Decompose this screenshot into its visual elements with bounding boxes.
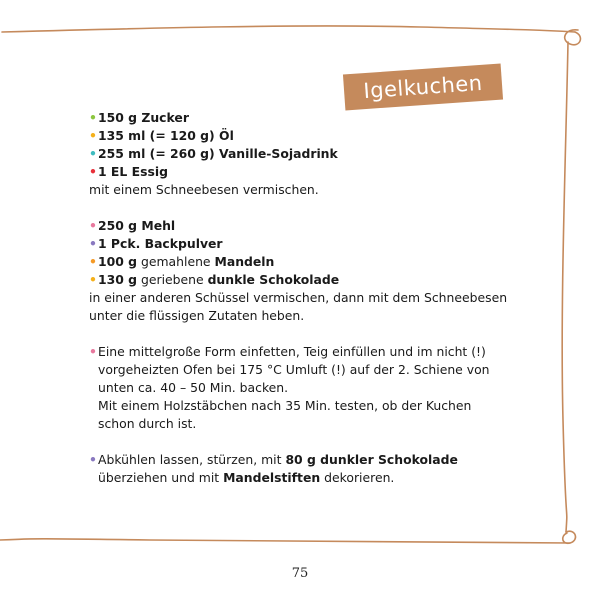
recipe-content <box>89 109 509 487</box>
ingredient-group-2 <box>89 217 509 325</box>
instruction-text: unter die flüssigen Zutaten heben. <box>89 308 305 323</box>
step-line: Mit einem Holzstäbchen nach 35 Min. testen, ob der Kuchen <box>98 398 472 413</box>
ingredient-group-1 <box>89 109 509 199</box>
bullet-dot: • <box>89 146 97 161</box>
step-finish <box>89 451 509 487</box>
bullet-dot: • <box>89 164 97 179</box>
bullet-dot: • <box>89 218 97 233</box>
recipe-title: Igelkuchen <box>362 70 484 104</box>
ingredient-item: •1 Pck. Backpulver <box>89 236 223 251</box>
instruction-text: in einer anderen Schüssel vermischen, dann mit dem Schneebesen <box>89 290 508 305</box>
step-line: überziehen und mit Mandelstiften dekorieren. <box>98 470 395 485</box>
step-bake <box>89 343 509 433</box>
ingredient-item: •130 g geriebene dunkle Schokolade <box>89 272 340 287</box>
ingredient-item: •135 ml (= 120 g) Öl <box>89 128 234 143</box>
frame-top-line <box>2 26 575 32</box>
frame-right-line <box>562 42 568 532</box>
step-line: vorgeheizten Ofen bei 175 °C Umluft (!) auf der 2. Schiene von <box>98 362 490 377</box>
step-line: Eine mittelgroße Form einfetten, Teig einfüllen und im nicht (!) <box>98 344 486 359</box>
frame-bottom-line <box>0 539 570 543</box>
bullet-dot: • <box>89 254 97 269</box>
step-line: schon durch ist. <box>98 416 197 431</box>
ingredient-item: •150 g Zucker <box>89 110 189 125</box>
bullet-dot: • <box>89 110 97 125</box>
ingredient-item: •100 g gemahlene Mandeln <box>89 254 275 269</box>
bullet-dot: • <box>89 344 97 359</box>
bullet-dot: • <box>89 128 97 143</box>
step-line: unten ca. 40 – 50 Min. backen. <box>98 380 289 395</box>
bullet-dot: • <box>89 236 97 251</box>
page-number: 75 <box>291 566 309 581</box>
ingredient-item: •250 g Mehl <box>89 218 176 233</box>
bullet-dot: • <box>89 452 97 467</box>
bullet-dot: • <box>89 272 97 287</box>
ingredient-item: •1 EL Essig <box>89 164 168 179</box>
frame-bottom-loop <box>563 531 576 543</box>
ingredient-item: •255 ml (= 260 g) Vanille-Sojadrink <box>89 146 338 161</box>
step-line: Abkühlen lassen, stürzen, mit 80 g dunkler Schokolade <box>98 452 458 467</box>
instruction-text: mit einem Schneebesen vermischen. <box>89 182 319 197</box>
